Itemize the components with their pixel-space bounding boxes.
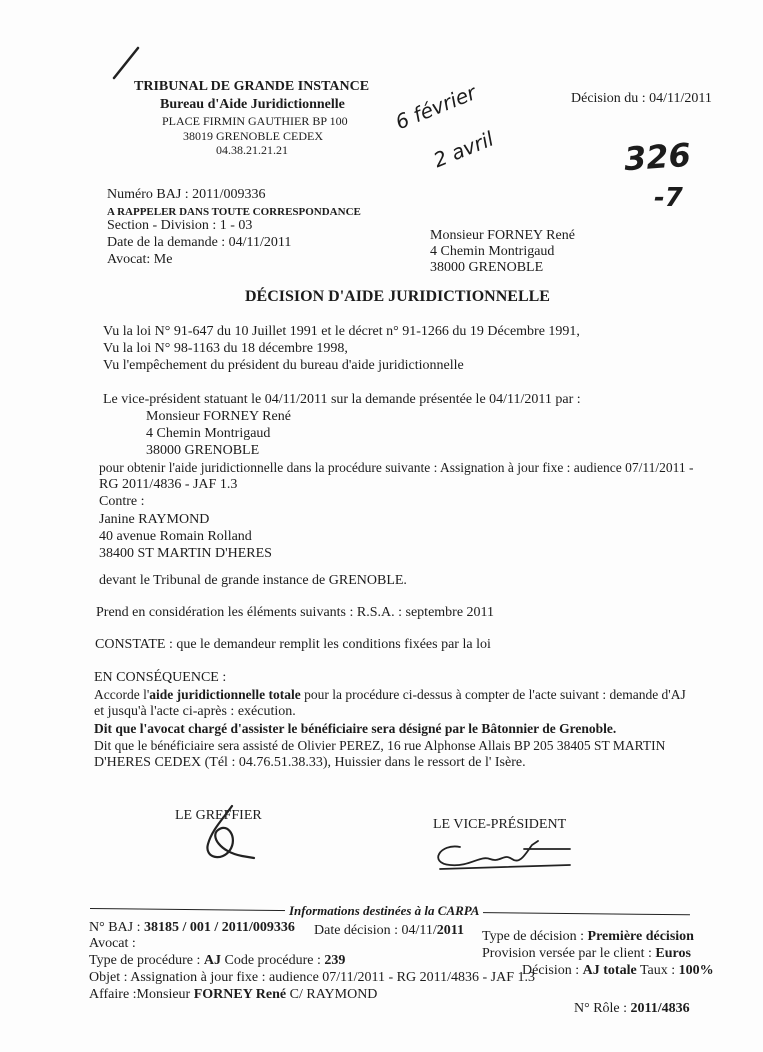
vice-president-label: LE VICE-PRÉSIDENT [433, 817, 567, 832]
numero-baj: Numéro BAJ : 2011/009336 [107, 187, 266, 202]
demandeur-city: 38000 GRENOBLE [146, 443, 260, 458]
consequence-heading: EN CONSÉQUENCE : [94, 670, 227, 685]
section-division: Section - Division : 1 - 03 [107, 218, 253, 233]
statuant-line: Le vice-président statuant le 04/11/2011 sur la demande présentée le 04/11/2011 par : [103, 392, 581, 407]
recipient-city: 38000 GRENOBLE [430, 260, 544, 275]
accorde-line [94, 687, 686, 703]
date-demande: Date de la demande : 04/11/2011 [107, 235, 292, 250]
carpa-type-value: Première décision [587, 929, 694, 944]
carpa-procedure-label: Type de procédure : [89, 953, 204, 968]
address-line1: PLACE FIRMIN GAUTHIER BP 100 [162, 114, 348, 128]
handwritten-number: 326 [622, 135, 693, 179]
dit-huissier-line1: Dit que le bénéficiaire sera assisté de Olivier PEREZ, 16 rue Alphonse Allais BP 205 38405 ST MARTIN [94, 738, 666, 753]
document-title: DÉCISION D'AIDE JURIDICTIONNELLE [245, 288, 550, 305]
dit-huissier-line2: D'HERES CEDEX (Tél : 04.76.51.38.33), Huissier dans le ressort de l' Isère. [94, 755, 526, 770]
carpa-date-decision [314, 923, 464, 939]
carpa-affaire-rest: C/ RAYMOND [286, 987, 378, 1002]
vu-empechement: Vu l'empêchement du président du bureau d'aide juridictionnelle [103, 358, 464, 373]
avocat-line: Avocat: Me [107, 252, 173, 267]
contre-label: Contre : [99, 494, 145, 509]
carpa-procedure-value: AJ [203, 953, 221, 968]
carpa-role-label: N° Rôle : [574, 1001, 631, 1016]
prend-consideration: Prend en considération les éléments suivants : R.S.A. : septembre 2011 [96, 605, 495, 620]
vu-loi-1998: Vu la loi N° 98-1163 du 18 décembre 1998, [103, 341, 348, 356]
carpa-objet: Objet : Assignation à jour fixe : audience 07/11/2011 - RG 2011/4836 - JAF 1.3 [89, 970, 536, 985]
greffier-label: LE GREFFIER [175, 808, 262, 823]
rappel-notice: A RAPPELER DANS TOUTE CORRESPONDANCE [107, 206, 361, 218]
vice-president-signature-icon [420, 835, 580, 875]
carpa-code-value: 239 [324, 953, 346, 968]
carpa-taux-label: Taux : [636, 963, 679, 978]
tribunal-name: TRIBUNAL DE GRANDE INSTANCE [134, 79, 370, 94]
carpa-role [574, 1001, 690, 1017]
carpa-decision-label: Décision : [522, 963, 583, 978]
carpa-date-label: Date décision : 04/11/ [314, 923, 437, 938]
defendeur-name: Janine RAYMOND [99, 512, 210, 527]
carpa-date-year: 2011 [436, 923, 464, 938]
carpa-baj-value: 38185 / 001 / 2011/009336 [144, 920, 295, 935]
constate-line: CONSTATE : que le demandeur remplit les conditions fixées par la loi [95, 637, 491, 652]
pen-mark-icon [106, 44, 146, 84]
carpa-taux-value: 100% [678, 963, 714, 978]
carpa-type-decision [482, 929, 694, 945]
carpa-type-label: Type de décision : [482, 929, 588, 944]
carpa-decision-value: AJ totale [582, 963, 637, 978]
address-line2: 38019 GRENOBLE CEDEX [183, 129, 323, 143]
carpa-heading: Informations destinées à la CARPA [285, 903, 483, 919]
recipient-street: 4 Chemin Montrigaud [430, 244, 555, 259]
carpa-affaire-name: FORNEY René [193, 987, 287, 1002]
devant-tribunal: devant le Tribunal de grande instance de GRENOBLE. [99, 573, 407, 588]
bureau-name: Bureau d'Aide Juridictionnelle [160, 97, 345, 112]
defendeur-city: 38400 ST MARTIN D'HERES [99, 546, 272, 561]
carpa-affaire [89, 987, 377, 1003]
carpa-provision [482, 946, 691, 962]
demandeur-name: Monsieur FORNEY René [146, 409, 291, 424]
accorde-aide-totale: aide juridictionnelle totale [149, 687, 301, 702]
procedure-line2: RG 2011/4836 - JAF 1.3 [99, 477, 238, 492]
dit-avocat-designe: Dit que l'avocat chargé d'assister le bénéficiaire sera désigné par le Bâtonnier de Grenoble. [94, 721, 617, 736]
decision-date: Décision du : 04/11/2011 [571, 91, 712, 106]
carpa-role-value: 2011/4836 [630, 1001, 690, 1016]
handwritten-note-line1: 6 février [392, 80, 480, 135]
accorde-text-end: pour la procédure ci-dessus à compter de l'acte suivant : demande d'AJ [300, 687, 686, 702]
carpa-baj-label: N° BAJ : [89, 920, 144, 935]
defendeur-street: 40 avenue Romain Rolland [99, 529, 252, 544]
vu-loi-1991: Vu la loi N° 91-647 du 10 Juillet 1991 et le décret n° 91-1266 du 19 Décembre 1991, [103, 324, 580, 339]
handwritten-suffix: -7 [654, 183, 683, 213]
procedure-line1: pour obtenir l'aide juridictionnelle dans la procédure suivante : Assignation à jour fixe : audience 07/11/2011 - [99, 460, 694, 475]
carpa-decision [522, 963, 714, 979]
carpa-code-label: Code procédure : [220, 953, 325, 968]
handwritten-note-line2: 2 avril [430, 126, 497, 173]
carpa-provision-label: Provision versée par le client : [482, 946, 656, 961]
recipient-name: Monsieur FORNEY René [430, 228, 575, 243]
demandeur-street: 4 Chemin Montrigaud [146, 426, 271, 441]
greffier-signature-icon [192, 800, 262, 870]
accorde-text-start: Accorde l' [94, 687, 150, 702]
carpa-procedure [89, 953, 345, 969]
phone-number: 04.38.21.21.21 [216, 143, 288, 157]
carpa-baj [89, 920, 295, 936]
carpa-avocat: Avocat : [89, 936, 136, 951]
carpa-affaire-label: Affaire :Monsieur [89, 987, 194, 1002]
carpa-provision-value: Euros [655, 946, 691, 961]
accorde-line2: et jusqu'à l'acte ci-après : exécution. [94, 704, 296, 719]
